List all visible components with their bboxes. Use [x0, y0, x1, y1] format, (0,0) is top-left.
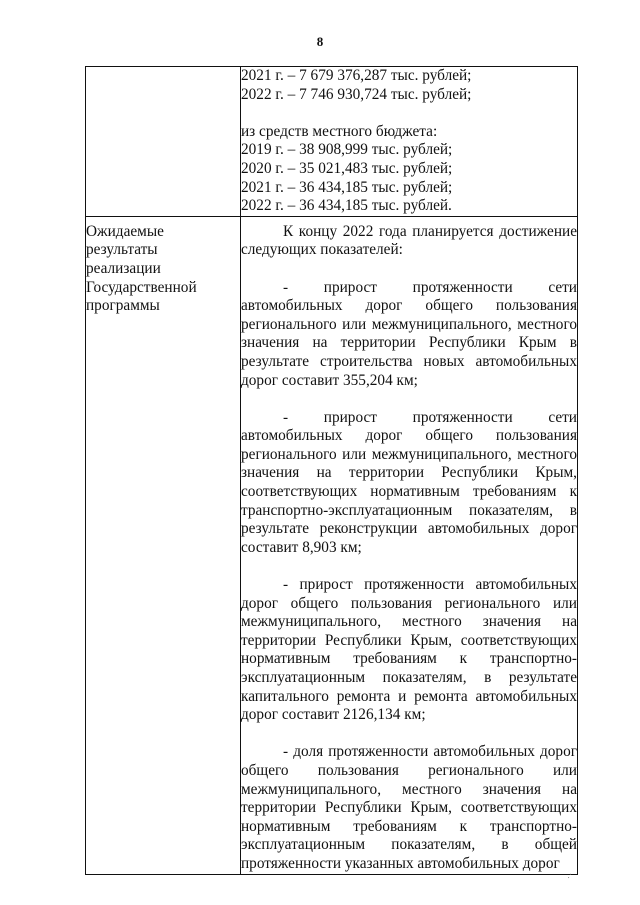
spacer	[241, 104, 577, 123]
spacer	[241, 390, 577, 409]
result-item: - прирост протяженности сети автомобильных дорог общего пользования регионального или межмуниципального, местного значения на территории Республики Крым в результате строительства новых автомобильных дорог составит 355,204 км;	[241, 278, 577, 389]
program-passport-table	[85, 66, 578, 875]
funding-value-cell	[241, 67, 578, 217]
spacer	[241, 260, 577, 279]
result-item: - прирост протяженности автомобильных дорог общего пользования регионального или межмуниципального, местного значения на территории Республики Крым, соответствующих нормативным требованиям к транспортно-эксплуатационным показателям, в результате капитального ремонта и ремонта автомобильных дорог составит 2126,134 км;	[241, 576, 577, 724]
funding-line: 2021 г. – 7 679 376,287 тыс. рублей;	[241, 67, 472, 84]
scan-artifact: ·˙	[565, 871, 575, 883]
local-budget-heading: из средств местного бюджета:	[241, 122, 438, 140]
local-budget-line: 2020 г. – 35 021,483 тыс. рублей;	[241, 159, 453, 177]
local-budget-line: 2022 г. – 36 434,185 тыс. рублей.	[241, 197, 452, 215]
result-item: - доля протяженности автомобильных дорог общего пользования регионального или межмуниципального, местного значения на территории Республики Крым, соответствующих нормативным требованиям к транспортно-эксплуатационным показателям, в общей протяженности указанных автомобильных дорог	[241, 743, 577, 872]
expected-results-content-cell	[241, 216, 578, 874]
funding-label-cell	[86, 67, 241, 217]
expected-results-label-line: программы	[86, 297, 160, 315]
local-budget-line: 2021 г. – 36 434,185 тыс. рублей;	[241, 178, 453, 196]
expected-results-intro: К концу 2022 года планируется достижение следующих показателей:	[241, 222, 577, 259]
result-item: - прирост протяженности сети автомобильных дорог общего пользования регионального или межмуниципального, местного значения на территории Республики Крым, соответствующих нормативным требованиям к транспортно-эксплуатационным показателям, в результате реконструкции автомобильных дорог составит 8,903 км;	[241, 408, 577, 556]
expected-results-label-line: реализации	[86, 259, 161, 277]
local-budget-line: 2019 г. – 38 908,999 тыс. рублей;	[241, 141, 453, 159]
funding-row	[86, 67, 578, 217]
spacer	[241, 725, 577, 744]
expected-results-label-line: результаты	[86, 241, 158, 259]
funding-line: 2022 г. – 7 746 930,724 тыс. рублей;	[241, 85, 472, 103]
spacer	[241, 557, 577, 576]
page-number: 8	[316, 34, 324, 49]
expected-results-row	[86, 216, 578, 874]
expected-results-label-line: Ожидаемые	[86, 222, 164, 240]
expected-results-label-line: Государственной	[86, 278, 197, 296]
expected-results-label-cell	[86, 216, 241, 874]
